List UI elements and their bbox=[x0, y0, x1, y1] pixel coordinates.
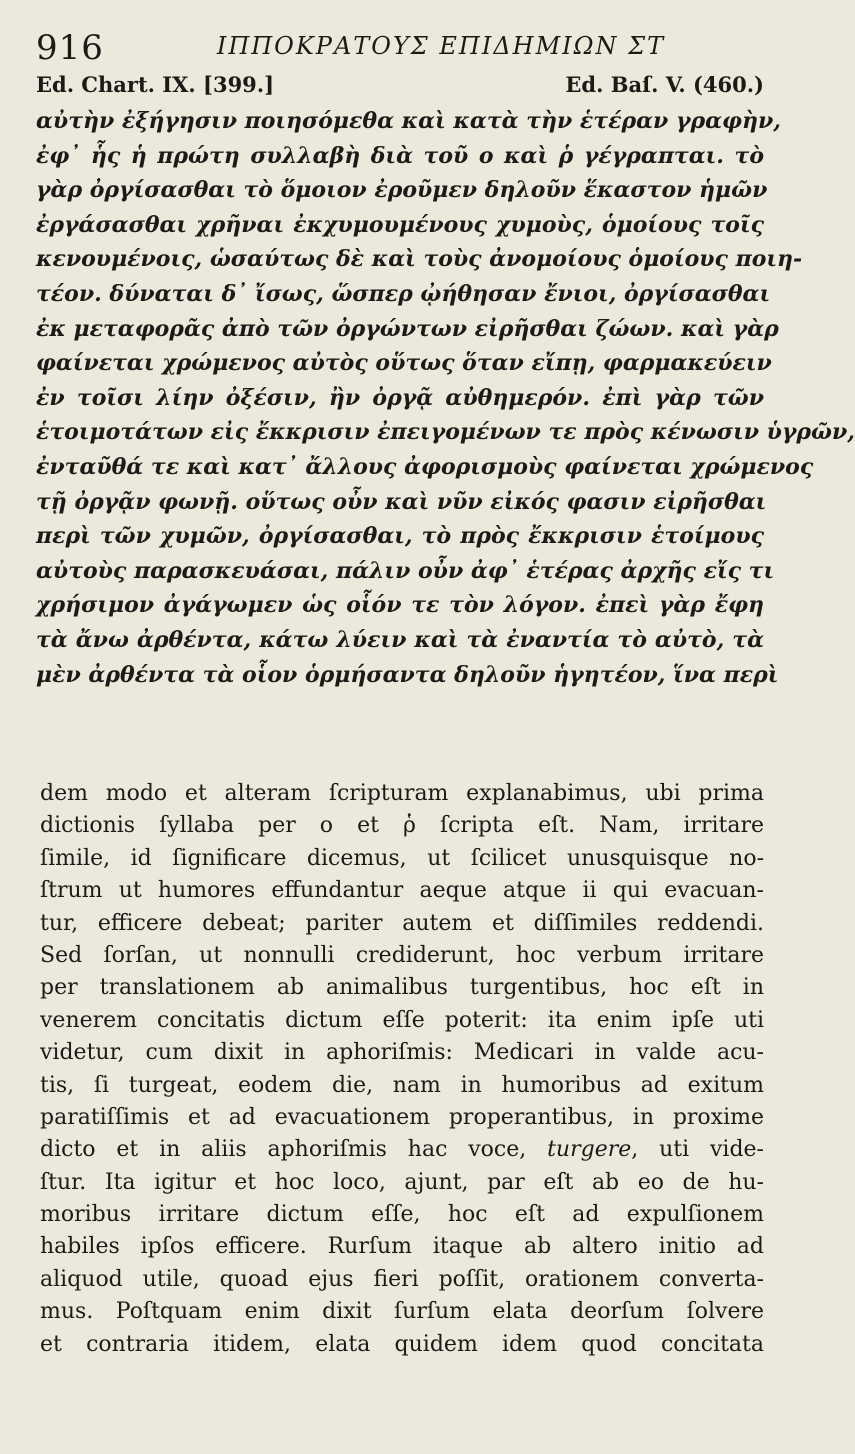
greek-line: ἐνταῦθά τε καὶ κατ᾽ ἄλλους ἀφορισμοὺς φαίνεται χρώμενος bbox=[36, 453, 814, 480]
latin-line-end: , uti vide- bbox=[631, 1137, 764, 1163]
greek-line: αὐτοὺς παρασκευάσαι, πάλιν οὖν ἀφ᾽ ἑτέρας ἀρχῆς εἴς τι bbox=[36, 557, 775, 584]
edition-reference-basel: Ed. Baſ. V. (460.) bbox=[565, 72, 764, 97]
running-title: ΙΠΠΟΚΡΑΤΟΥΣ ΕΠΙΔΗΜΙΩΝ ΣΤ bbox=[216, 32, 666, 60]
latin-line: et contraria itidem, elata quidem idem quod concitata bbox=[40, 1331, 764, 1357]
greek-line: κενουμένοις, ὡσαύτως δὲ καὶ τοὺς ἀνομοίους ὁμοίους ποιη- bbox=[36, 246, 803, 273]
latin-text-block bbox=[40, 778, 764, 1361]
latin-line: dem modo et alteram ſcripturam explanabimus, ubi prima bbox=[40, 781, 764, 806]
latin-line-start: dicto et in aliis aphoriſmis hac voce, bbox=[40, 1137, 527, 1163]
greek-line: ἐφ᾽ ἧς ἡ πρώτη συλλαβὴ διὰ τοῦ ο καὶ ῥ γέγραπται. τὸ bbox=[36, 142, 764, 169]
latin-line: dictionis ſyllaba per ο et ῥ ſcripta eſt. Nam, irritare bbox=[40, 813, 764, 839]
latin-line: venerem concitatis dictum eſſe poterit: ita enim ipſe uti bbox=[40, 1007, 764, 1033]
greek-line: τέον. δύναται δ᾽ ἴσως, ὥσπερ ᾠήθησαν ἔνιοι, ὀργίσασθαι bbox=[36, 280, 771, 307]
latin-line: ſimile, id ſignificare dicemus, ut ſcilicet unusquisque no- bbox=[40, 845, 764, 871]
greek-line: φαίνεται χρώμενος αὐτὸς οὕτως ὅταν εἴπῃ, φαρμακεύειν bbox=[36, 350, 772, 377]
greek-line: χρήσιμον ἀγάγωμεν ὡς οἷόν τε τὸν λόγον. ἐπεὶ γὰρ ἔφη bbox=[36, 592, 764, 619]
latin-line: aliquod utile, quoad ejus fieri poſſit, orationem converta- bbox=[40, 1266, 764, 1292]
greek-line: ἑτοιμοτάτων εἰς ἔκκρισιν ἐπειγομένων τε πρὸς κένωσιν ὑγρῶν, bbox=[36, 419, 855, 446]
greek-line: ἐκ μεταφορᾶς ἀπὸ τῶν ὀργώντων εἰρῆσθαι ζώων. καὶ γὰρ bbox=[36, 315, 779, 342]
edition-reference-chartier: Ed. Chart. IX. [399.] bbox=[36, 72, 275, 97]
greek-line: αὐτὴν ἐξήγησιν ποιησόμεθα καὶ κατὰ τὴν ἑτέραν γραφὴν, bbox=[36, 108, 781, 134]
latin-line: ſtur. Ita igitur et hoc loco, ajunt, par eſt ab eo de hu- bbox=[40, 1169, 764, 1195]
latin-line: tur, efficere debeat; pariter autem et diſſimiles reddendi. bbox=[40, 910, 764, 936]
latin-line: moribus irritare dictum eſſe, hoc eſt ad expulſionem bbox=[40, 1202, 764, 1228]
greek-line: μὲν ἀρθέντα τὰ οἷον ὁρμήσαντα δηλοῦν ἡγητέον, ἵνα περὶ bbox=[36, 661, 779, 688]
latin-line: Sed ſorſan, ut nonnulli crediderunt, hoc verbum irritare bbox=[40, 942, 764, 968]
greek-line: ἐν τοῖσι λίην ὀξέσιν, ἢν ὀργᾷ αὐθημερόν. ἐπὶ γὰρ τῶν bbox=[36, 384, 764, 411]
latin-line: habiles ipſos efficere. Rurſum itaque ab altero initio ad bbox=[40, 1234, 764, 1260]
greek-line: περὶ τῶν χυμῶν, ὀργίσασθαι, τὸ πρὸς ἔκκρισιν ἑτοίμους bbox=[36, 523, 764, 550]
latin-line-with-italic bbox=[40, 1134, 764, 1166]
page-number: 916 bbox=[36, 28, 104, 68]
greek-text-block bbox=[36, 104, 855, 692]
latin-line: per translationem ab animalibus turgentibus, hoc eſt in bbox=[40, 975, 764, 1001]
latin-line: videtur, cum dixit in aphoriſmis: Medicari in valde acu- bbox=[40, 1040, 764, 1066]
latin-line: paratiſſimis et ad evacuationem properantibus, in proxime bbox=[40, 1104, 764, 1130]
italic-term: turgere bbox=[547, 1137, 632, 1163]
latin-line: mus. Poſtquam enim dixit ſurſum elata deorſum ſolvere bbox=[40, 1299, 764, 1325]
latin-line: ſtrum ut humores effundantur aeque atque ii qui evacuan- bbox=[40, 878, 764, 904]
greek-line: ἐργάσασθαι χρῆναι ἐκχυμουμένους χυμοὺς, ὁμοίους τοῖς bbox=[36, 211, 764, 238]
greek-line: τῇ ὀργᾷν φωνῇ. οὕτως οὖν καὶ νῦν εἰκός φασιν εἰρῆσθαι bbox=[36, 488, 767, 515]
running-head bbox=[32, 28, 760, 68]
edition-references bbox=[36, 72, 764, 102]
latin-line: tis, ſi turgeat, eodem die, nam in humoribus ad exitum bbox=[40, 1072, 764, 1098]
greek-line: γὰρ ὀργίσασθαι τὸ ὅμοιον ἐροῦμεν δηλοῦν ἕκαστον ἡμῶν bbox=[36, 177, 768, 204]
greek-line: τὰ ἄνω ἀρθέντα, κάτω λύειν καὶ τὰ ἐναντία τὸ αὐτὸ, τὰ bbox=[36, 626, 764, 653]
